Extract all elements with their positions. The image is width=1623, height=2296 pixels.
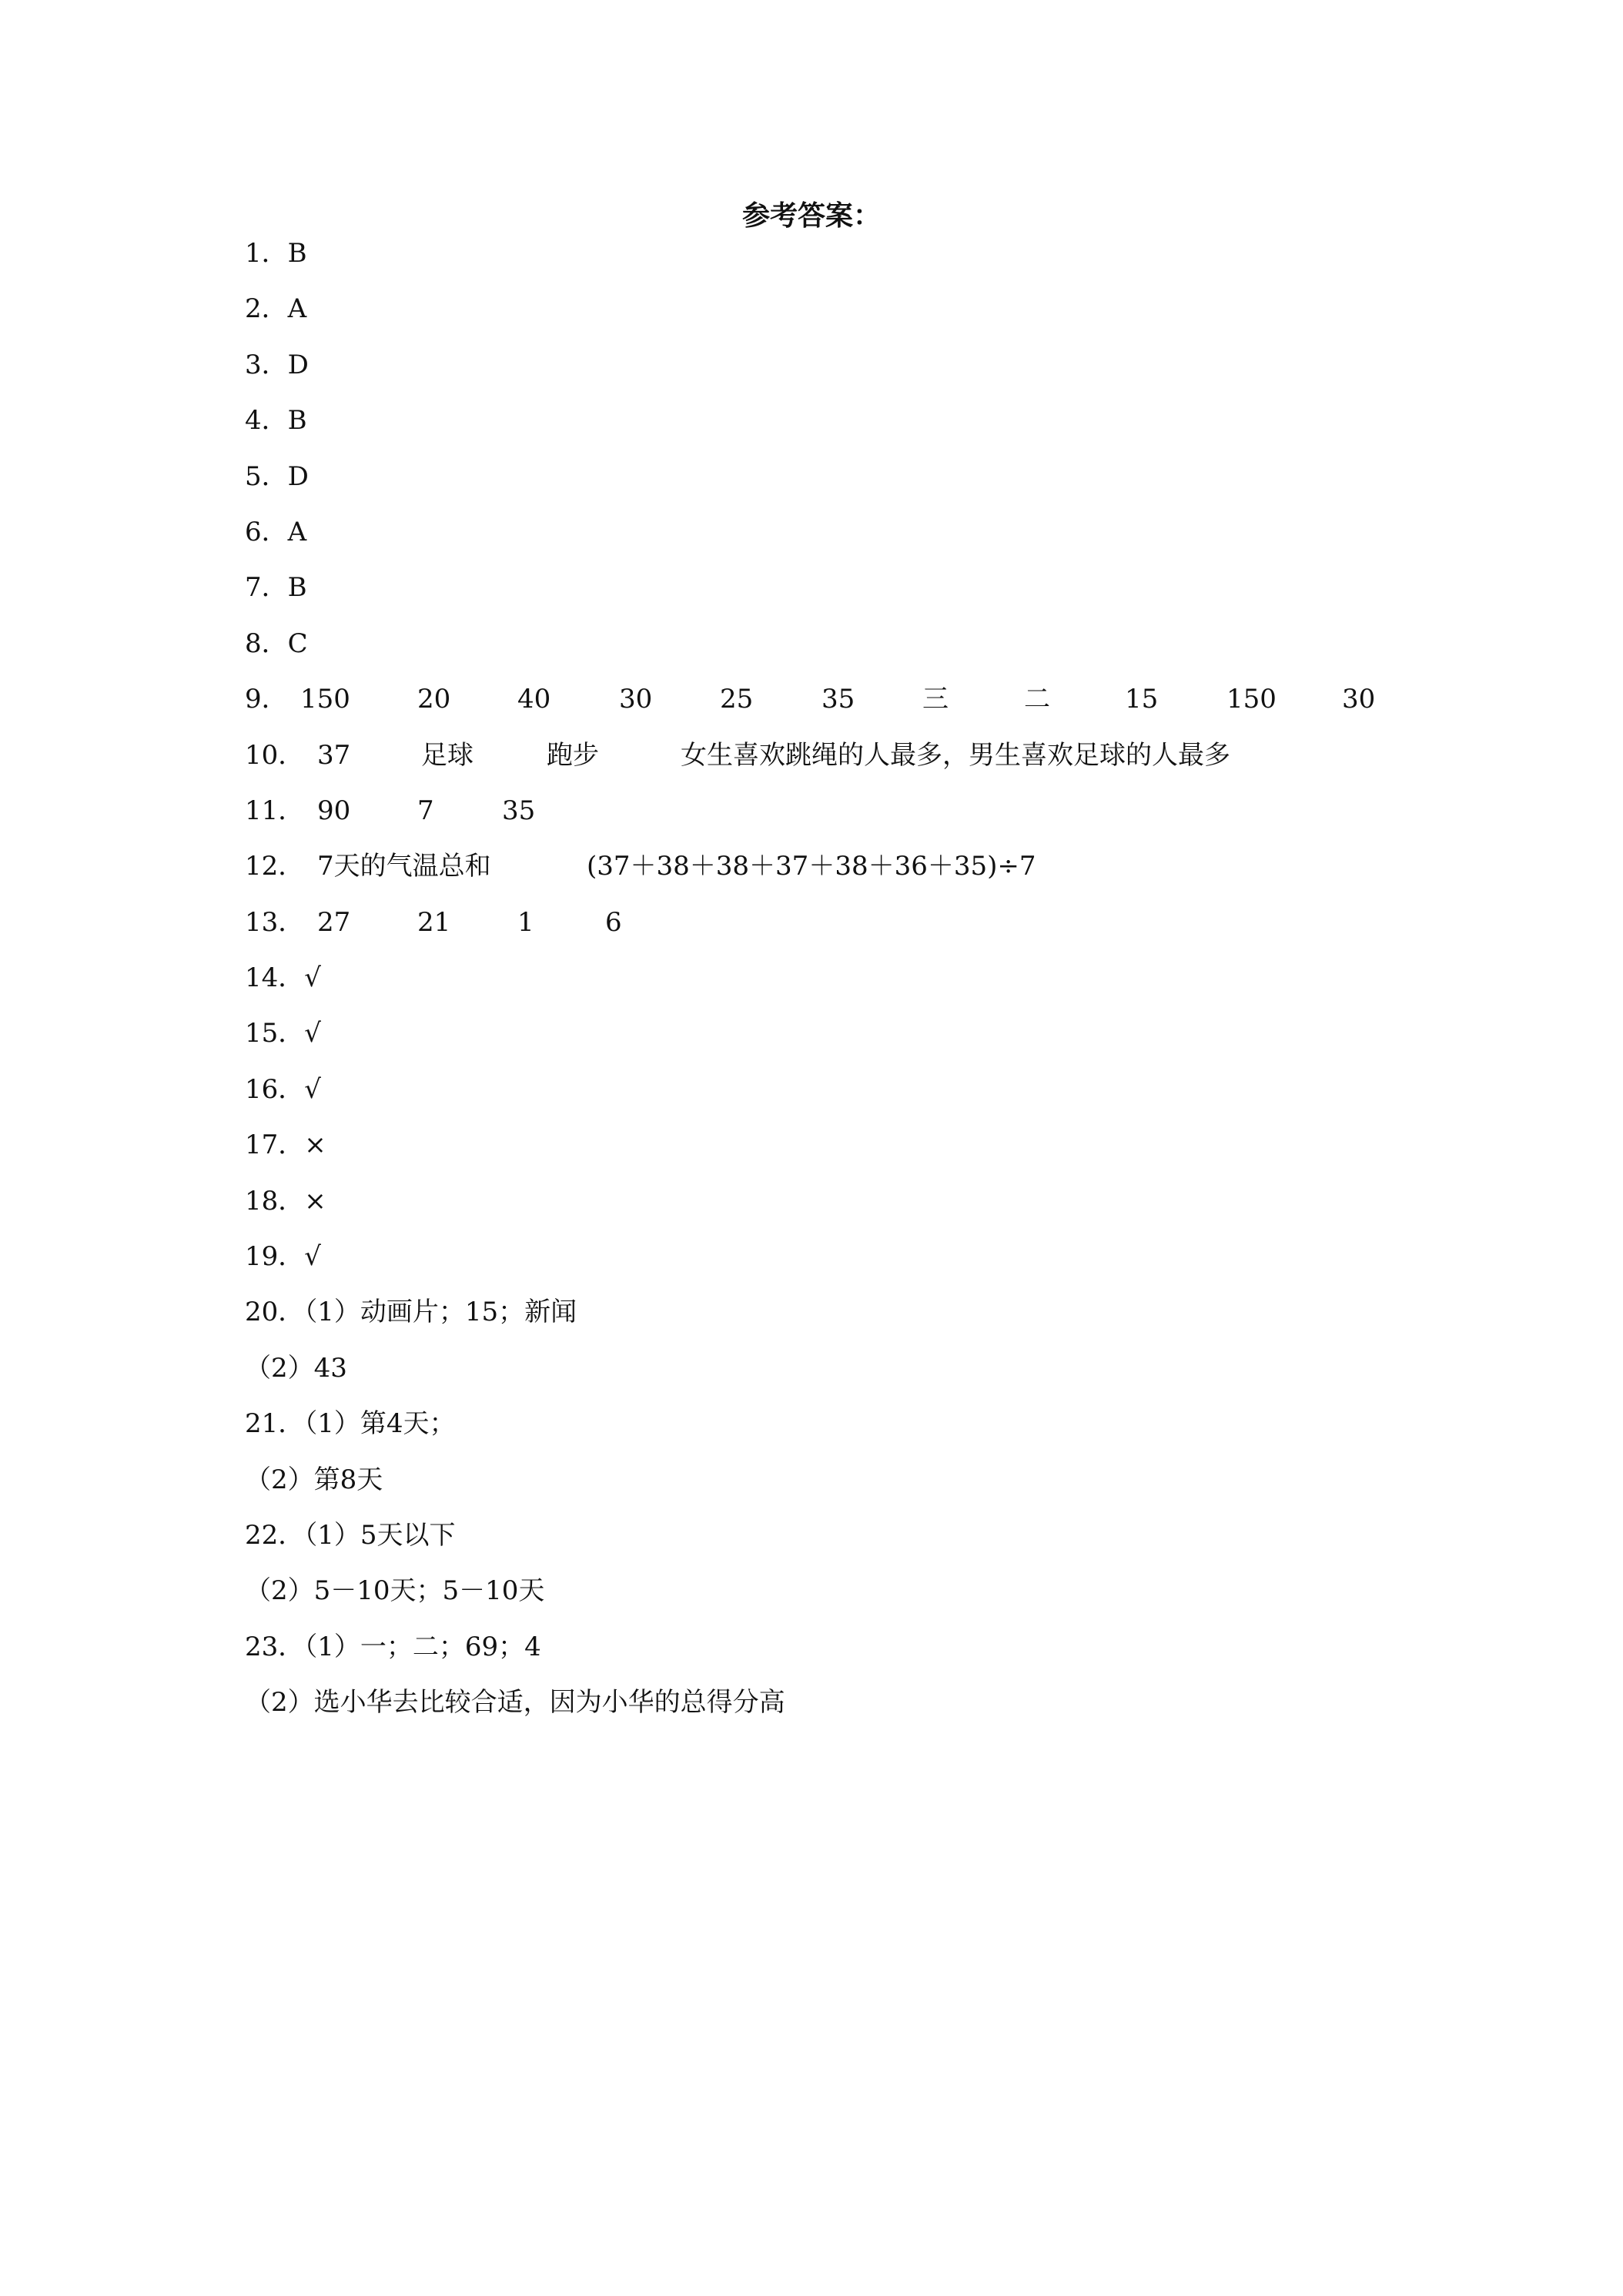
- answer-number: 8．: [245, 628, 288, 659]
- answer-text: A: [287, 516, 307, 547]
- answer-cell: 37: [317, 739, 351, 771]
- answer-row-22-2: [245, 1569, 1477, 1625]
- answer-number: 18．: [245, 1185, 305, 1217]
- answer-cell: 35: [822, 684, 855, 715]
- answer-text: ×: [304, 1185, 326, 1217]
- answer-number: 13．: [245, 906, 305, 938]
- answer-row-11: [245, 789, 1477, 845]
- answer-cell: 二: [1024, 684, 1050, 715]
- answer-cell: 跑步: [547, 739, 599, 771]
- answer-text: √: [304, 962, 321, 994]
- answer-number: 1．: [245, 238, 288, 269]
- answer-text: B: [287, 238, 307, 269]
- page-title: 参考答案：: [741, 199, 881, 232]
- answer-row-7: [245, 566, 1477, 621]
- answer-row-16: [245, 1068, 1477, 1123]
- answer-text: √: [304, 1018, 321, 1049]
- answer-cell: 25: [720, 684, 754, 715]
- answer-text: D: [287, 349, 309, 380]
- answer-row-3: [245, 343, 1477, 399]
- answer-text: （1）动画片；15；新闻: [304, 1297, 577, 1328]
- answer-number: 9．: [245, 684, 288, 715]
- answer-number: 15．: [245, 1018, 305, 1049]
- answer-number: 7．: [245, 572, 288, 604]
- answer-number: 22．: [245, 1519, 305, 1551]
- answer-row-10: [245, 734, 1477, 789]
- answer-cell: 21: [417, 906, 451, 938]
- answer-cell: 7: [417, 795, 434, 826]
- answer-row-1: [245, 232, 1477, 287]
- answer-row-5: [245, 455, 1477, 510]
- answer-row-2: [245, 287, 1477, 343]
- answer-row-13: [245, 901, 1477, 956]
- answer-cell: 150: [300, 684, 350, 715]
- answer-row-14: [245, 956, 1477, 1012]
- answer-row-12: [245, 845, 1477, 900]
- answer-cell: 15: [1125, 684, 1159, 715]
- answer-text: D: [287, 460, 309, 492]
- answer-number: 6．: [245, 516, 288, 547]
- answer-row-17: [245, 1123, 1477, 1179]
- answer-cell: 女生喜欢跳绳的人最多，男生喜欢足球的人最多: [681, 739, 1230, 771]
- answer-row-9: [245, 678, 1477, 733]
- answer-row-18: [245, 1180, 1477, 1235]
- answer-cell: 足球: [421, 739, 474, 771]
- answer-cell: 30: [1342, 684, 1376, 715]
- answer-text: （1）第4天；: [304, 1408, 456, 1440]
- answer-list: [245, 232, 1477, 1737]
- answer-number: 4．: [245, 405, 288, 437]
- answer-number: 21．: [245, 1408, 305, 1440]
- answer-text: （2）43: [245, 1352, 347, 1384]
- answer-text: √: [304, 1073, 321, 1105]
- answer-number: 17．: [245, 1130, 305, 1161]
- answer-number: 12．: [245, 851, 305, 882]
- answer-cell: 三: [922, 684, 949, 715]
- answer-row-8: [245, 622, 1477, 678]
- answer-number: 14．: [245, 962, 305, 994]
- answer-number: 23．: [245, 1631, 305, 1662]
- answer-text: （1）一；二；69；4: [304, 1631, 541, 1662]
- answer-cell: 40: [517, 684, 551, 715]
- answer-text: ×: [304, 1130, 326, 1161]
- answer-row-23-2: [245, 1681, 1477, 1736]
- answer-cell: 27: [317, 906, 351, 938]
- answer-row-19: [245, 1235, 1477, 1290]
- answer-number: 2．: [245, 293, 288, 325]
- answer-row-20-1: [245, 1290, 1477, 1346]
- answer-number: 20．: [245, 1297, 305, 1328]
- answer-row-4: [245, 399, 1477, 454]
- answer-cell: 1: [517, 906, 534, 938]
- answer-cell: 6: [605, 906, 622, 938]
- answer-number: 10．: [245, 739, 305, 771]
- answer-number: 3．: [245, 349, 288, 380]
- answer-cell: 150: [1226, 684, 1277, 715]
- answer-row-22-1: [245, 1514, 1477, 1569]
- answer-row-15: [245, 1012, 1477, 1067]
- answer-text: √: [304, 1241, 321, 1273]
- answer-number: 11．: [245, 795, 305, 826]
- answer-cell: 35: [502, 795, 536, 826]
- answer-text: A: [287, 293, 307, 325]
- answer-text: （2）选小华去比较合适，因为小华的总得分高: [245, 1687, 785, 1719]
- answer-cell: 30: [619, 684, 653, 715]
- answer-row-21-2: [245, 1458, 1477, 1514]
- answer-text: B: [287, 572, 307, 604]
- answer-text: C: [287, 628, 308, 659]
- answer-text: （1）5天以下: [304, 1519, 456, 1551]
- answer-row-6: [245, 510, 1477, 566]
- answer-cell: 20: [417, 684, 451, 715]
- answer-cell: 90: [317, 795, 351, 826]
- answer-text: B: [287, 405, 307, 437]
- answer-row-23-1: [245, 1625, 1477, 1681]
- answer-text: （2）第8天: [245, 1464, 383, 1495]
- answer-row-20-2: [245, 1347, 1477, 1402]
- answer-number: 19．: [245, 1241, 305, 1273]
- answer-text: （2）5－10天；5－10天: [245, 1575, 545, 1607]
- answer-cell: (37＋38＋38＋37＋38＋36＋35)÷7: [587, 851, 1036, 882]
- answer-number: 16．: [245, 1073, 305, 1105]
- answer-cell: 7天的气温总和: [317, 851, 491, 882]
- answer-row-21-1: [245, 1402, 1477, 1458]
- answer-number: 5．: [245, 460, 288, 492]
